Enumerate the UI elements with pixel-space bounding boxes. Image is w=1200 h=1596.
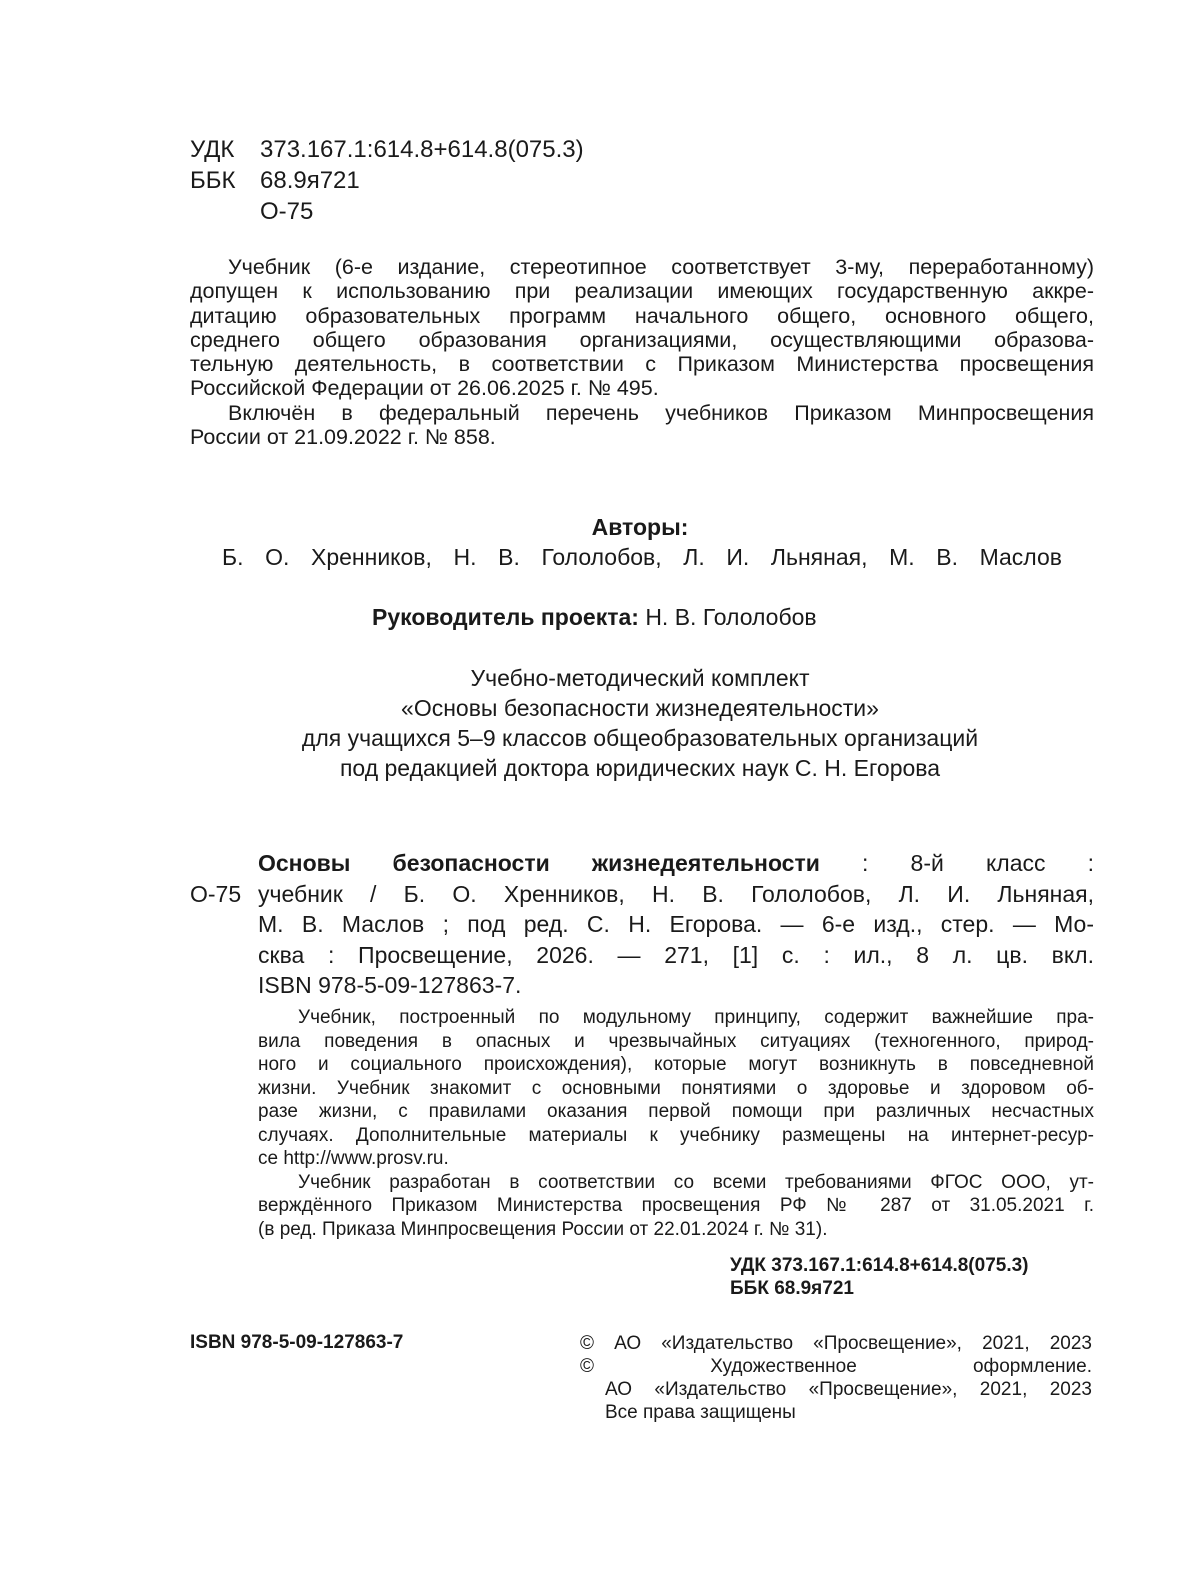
udk-line <box>190 134 584 165</box>
annotation-line: (в ред. Приказа Минпросвещения России от 22.01.2024 г. № 31). <box>258 1218 828 1240</box>
umk-line: «Основы безопасности жизнедеятельности» <box>401 695 879 721</box>
umk-line: для учащихся 5–9 классов общеобразовательных организаций <box>301 725 979 751</box>
author-mark-line <box>190 196 584 227</box>
bbk-line <box>190 165 584 196</box>
authors-names: Б. О. Хренников, Н. В. Гололобов, Л. И. Льняная, М. В. Маслов <box>222 544 1062 570</box>
footer-bbk: ББК 68.9я721 <box>730 1278 854 1299</box>
approval-line: России от 21.09.2022 г. № 858. <box>190 425 496 450</box>
approval-line: допущен к использованию при реализации имеющих государственную аккре- <box>190 279 1094 304</box>
approval-line: Включён в федеральный перечень учебников Приказом Минпросвещения <box>228 400 1094 425</box>
bib-title: Основы безопасности жизнедеятельности <box>258 850 820 876</box>
copyright-line: © АО «Издательство «Просвещение», 2021, 2023 <box>580 1333 1092 1354</box>
bib-line <box>190 848 1094 879</box>
classification-codes <box>190 134 584 227</box>
bib-text: учебник / Б. О. Хренников, Н. В. Гололобов, Л. И. Льняная, <box>258 880 1094 907</box>
approval-line: Учебник (6-е издание, стереотипное соответствует 3-му, переработанному) <box>228 255 1094 279</box>
copyright-line: Все права защищены <box>605 1402 796 1423</box>
bib-line <box>190 879 1094 910</box>
bbk-code: 68.9я721 <box>260 167 360 194</box>
authors-heading: Авторы: <box>591 514 689 540</box>
bib-isbn: ISBN 978-5-09-127863-7. <box>258 972 522 998</box>
project-lead-label: Руководитель проекта: <box>372 604 639 630</box>
annotation-line: Учебник разработан в соответствии со всеми требованиями ФГОС ООО, ут- <box>298 1171 1094 1193</box>
bib-line: М. В. Маслов ; под ред. С. Н. Егорова. — 6-е изд., стер. — Мо- <box>258 911 1094 937</box>
approval-line: среднего общего образования организациями, осуществляющими образова- <box>190 327 1094 352</box>
bib-line: сква : Просвещение, 2026. — 271, [1] с. : ил., 8 л. цв. вкл. <box>258 941 1094 968</box>
copyright-block <box>580 1332 1092 1424</box>
annotation-line: жизни. Учебник знакомит с основными понятиями о здоровье и здоровом об- <box>258 1077 1094 1099</box>
umk-block <box>0 663 1200 783</box>
approval-line: Российской Федерации от 26.06.2025 г. № 495. <box>190 376 659 401</box>
approval-line: дитацию образовательных программ начального общего, основного общего, <box>190 303 1094 328</box>
annotation <box>258 1006 1094 1241</box>
annotation-line: верждённого Приказом Министерства просвещения РФ № 287 от 31.05.2021 г. <box>258 1195 1094 1216</box>
project-lead-name: Н. В. Гололобов <box>645 604 817 630</box>
annotation-line: се http://www.prosv.ru. <box>258 1148 449 1169</box>
annotation-line: Учебник, построенный по модульному принципу, содержит важнейшие пра- <box>298 1007 1094 1028</box>
bib-mark: О-75 <box>190 880 242 907</box>
udk-code: 373.167.1:614.8+614.8(075.3) <box>260 136 584 163</box>
project-lead <box>372 604 817 631</box>
bbk-label: ББК <box>190 167 236 194</box>
bib-title-rest: : 8-й класс : <box>819 850 1094 876</box>
footer-codes <box>730 1254 1029 1300</box>
approval-line: тельную деятельность, в соответствии с Приказом Министерства просвещения <box>190 352 1094 377</box>
copyright-line: АО «Издательство «Просвещение», 2021, 2023 <box>605 1379 1092 1400</box>
annotation-line: случаях. Дополнительные материалы к учебнику размещены на интернет-ресур- <box>258 1124 1094 1146</box>
udk-label: УДК <box>190 136 235 163</box>
umk-line: под редакцией доктора юридических наук С. Н. Егорова <box>339 755 941 781</box>
isbn: ISBN 978-5-09-127863-7 <box>190 1332 404 1353</box>
footer-udk: УДК 373.167.1:614.8+614.8(075.3) <box>730 1255 1029 1276</box>
annotation-line: ного и социального происхождения), которые могут возникнуть в повседневной <box>258 1054 1094 1075</box>
approval-paragraph <box>190 255 1094 449</box>
annotation-line: вила поведения в опасных и чрезвычайных ситуациях (техногенного, природ- <box>258 1030 1094 1052</box>
author-mark: О-75 <box>260 198 314 225</box>
bibliographic-record <box>190 848 1094 1001</box>
umk-line: Учебно-методический комплект <box>470 665 810 691</box>
annotation-line: разе жизни, с правилами оказания первой помощи при различных несчастных <box>258 1101 1094 1122</box>
copyright-line: © Художественное оформление. <box>580 1356 1092 1377</box>
